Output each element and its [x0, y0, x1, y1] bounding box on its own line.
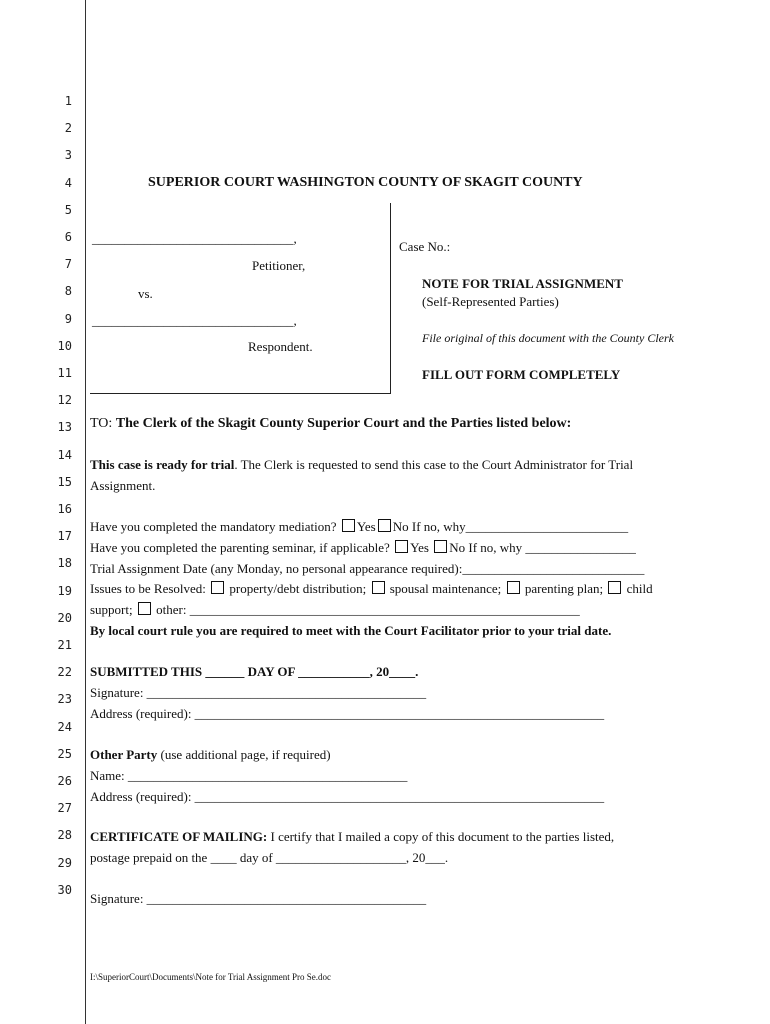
spousal-maintenance-checkbox[interactable]	[372, 581, 385, 594]
other-party-note: (use additional page, if required)	[157, 747, 331, 762]
property-debt-checkbox[interactable]	[211, 581, 224, 594]
to-prefix: TO:	[90, 416, 113, 431]
ready-rest: . The Clerk is requested to send this case to the Court Administrator for Trial	[234, 457, 634, 472]
other-issue-field[interactable]: other: ____________________________________________________________	[156, 602, 580, 617]
issue-child: child	[626, 581, 653, 596]
other-party-label: Other Party	[90, 747, 158, 762]
issue-support: support;	[90, 602, 133, 617]
line-number: 20	[57, 611, 72, 625]
caption-divider-vertical	[390, 203, 391, 393]
mediation-yes-label: Yes	[356, 519, 376, 534]
parenting-question-row	[90, 540, 636, 556]
parenting-no-checkbox[interactable]	[434, 540, 447, 553]
line-number: 19	[57, 584, 72, 598]
trial-assignment-date-field[interactable]: Trial Assignment Date (any Monday, no personal appearance required):____________________________	[90, 561, 645, 576]
issues-row	[90, 581, 653, 597]
certificate-label: CERTIFICATE OF MAILING:	[90, 829, 268, 844]
certificate-of-mailing	[90, 829, 614, 845]
line-number: 8	[64, 284, 72, 298]
line-number: 15	[57, 475, 72, 489]
issue-parenting-plan: parenting plan;	[524, 581, 604, 596]
petitioner-label: Petitioner,	[252, 258, 306, 273]
submitted-date-line[interactable]: SUBMITTED THIS ______ DAY OF ___________, 20____.	[90, 664, 419, 679]
mediation-yes-checkbox[interactable]	[342, 519, 355, 532]
parenting-no-label: No If no, why _________________	[449, 540, 636, 555]
line-number: 5	[64, 203, 72, 217]
ready-bold: This case is ready for trial	[90, 457, 235, 472]
line-number: 14	[57, 448, 72, 462]
line-number: 21	[57, 638, 72, 652]
vs-label: vs.	[138, 286, 153, 301]
line-number: 24	[57, 720, 72, 734]
submitter-address-field[interactable]: Address (required): _______________________________________________________________	[90, 706, 605, 721]
petitioner-name-line[interactable]: _______________________________,	[92, 231, 297, 246]
caption-divider-horizontal	[90, 393, 391, 394]
parenting-yes-label: Yes	[410, 540, 429, 555]
document-subtitle: (Self-Represented Parties)	[422, 294, 559, 309]
line-number: 27	[57, 801, 72, 815]
line-number: 3	[64, 148, 72, 162]
parenting-question: Have you completed the parenting seminar, if applicable?	[90, 540, 390, 555]
issue-property-debt: property/debt distribution;	[229, 581, 367, 596]
line-number: 1	[64, 94, 72, 108]
to-text: The Clerk of the Skagit County Superior Court and the Parties listed below:	[115, 416, 572, 431]
footer-file-path: I:\SuperiorCourt\Documents\Note for Trial Assignment Pro Se.doc	[90, 972, 331, 982]
mediation-question-row	[90, 519, 628, 535]
line-number: 10	[57, 339, 72, 353]
mediation-question: Have you completed the mandatory mediation?	[90, 519, 337, 534]
line-number: 4	[64, 176, 72, 190]
mediation-no-label: No If no, why_________________________	[392, 519, 629, 534]
local-rule-notice: By local court rule you are required to meet with the Court Facilitator prior to your trial date.	[90, 623, 612, 638]
line-number: 26	[57, 774, 72, 788]
parenting-plan-checkbox[interactable]	[507, 581, 520, 594]
line-number: 6	[64, 230, 72, 244]
line-number: 30	[57, 883, 72, 897]
child-support-checkbox[interactable]	[608, 581, 621, 594]
submitter-signature-field[interactable]: Signature: ___________________________________________	[90, 685, 427, 700]
line-number: 28	[57, 828, 72, 842]
line-number: 18	[57, 556, 72, 570]
postage-date-line[interactable]: postage prepaid on the ____ day of ____________________, 20___.	[90, 850, 449, 865]
other-party-heading	[90, 747, 331, 763]
document-title: NOTE FOR TRIAL ASSIGNMENT	[422, 276, 623, 291]
line-number: 29	[57, 856, 72, 870]
case-number-label: Case No.:	[399, 239, 451, 254]
certificate-text: I certify that I mailed a copy of this document to the parties listed,	[267, 829, 615, 844]
file-original-note: File original of this document with the County Clerk	[422, 331, 674, 345]
respondent-label: Respondent.	[248, 339, 313, 354]
mediation-no-checkbox[interactable]	[378, 519, 391, 532]
line-number: 12	[57, 393, 72, 407]
line-number: 16	[57, 502, 72, 516]
other-issue-checkbox[interactable]	[138, 602, 151, 615]
line-number: 22	[57, 665, 72, 679]
certificate-signature-field[interactable]: Signature: ___________________________________________	[90, 891, 427, 906]
fill-out-instruction: FILL OUT FORM COMPLETELY	[422, 367, 621, 382]
line-number: 7	[64, 257, 72, 271]
ready-line-2: Assignment.	[90, 478, 156, 493]
line-number: 23	[57, 692, 72, 706]
line-number: 2	[64, 121, 72, 135]
line-number: 13	[57, 420, 72, 434]
issue-spousal-maintenance: spousal maintenance;	[389, 581, 502, 596]
support-other-row	[90, 602, 580, 618]
to-line	[90, 416, 571, 432]
left-margin-rule	[85, 0, 86, 1024]
court-title: SUPERIOR COURT WASHINGTON COUNTY OF SKAGIT COUNTY	[148, 175, 583, 190]
other-party-address-field[interactable]: Address (required): _______________________________________________________________	[90, 789, 605, 804]
line-number: 17	[57, 529, 72, 543]
line-number: 11	[57, 366, 72, 380]
parenting-yes-checkbox[interactable]	[395, 540, 408, 553]
other-party-name-field[interactable]: Name: ___________________________________________	[90, 768, 408, 783]
ready-for-trial-line	[90, 457, 633, 473]
line-number: 9	[64, 312, 72, 326]
line-number: 25	[57, 747, 72, 761]
issues-label: Issues to be Resolved:	[90, 581, 206, 596]
respondent-name-line[interactable]: _______________________________,	[92, 313, 297, 328]
